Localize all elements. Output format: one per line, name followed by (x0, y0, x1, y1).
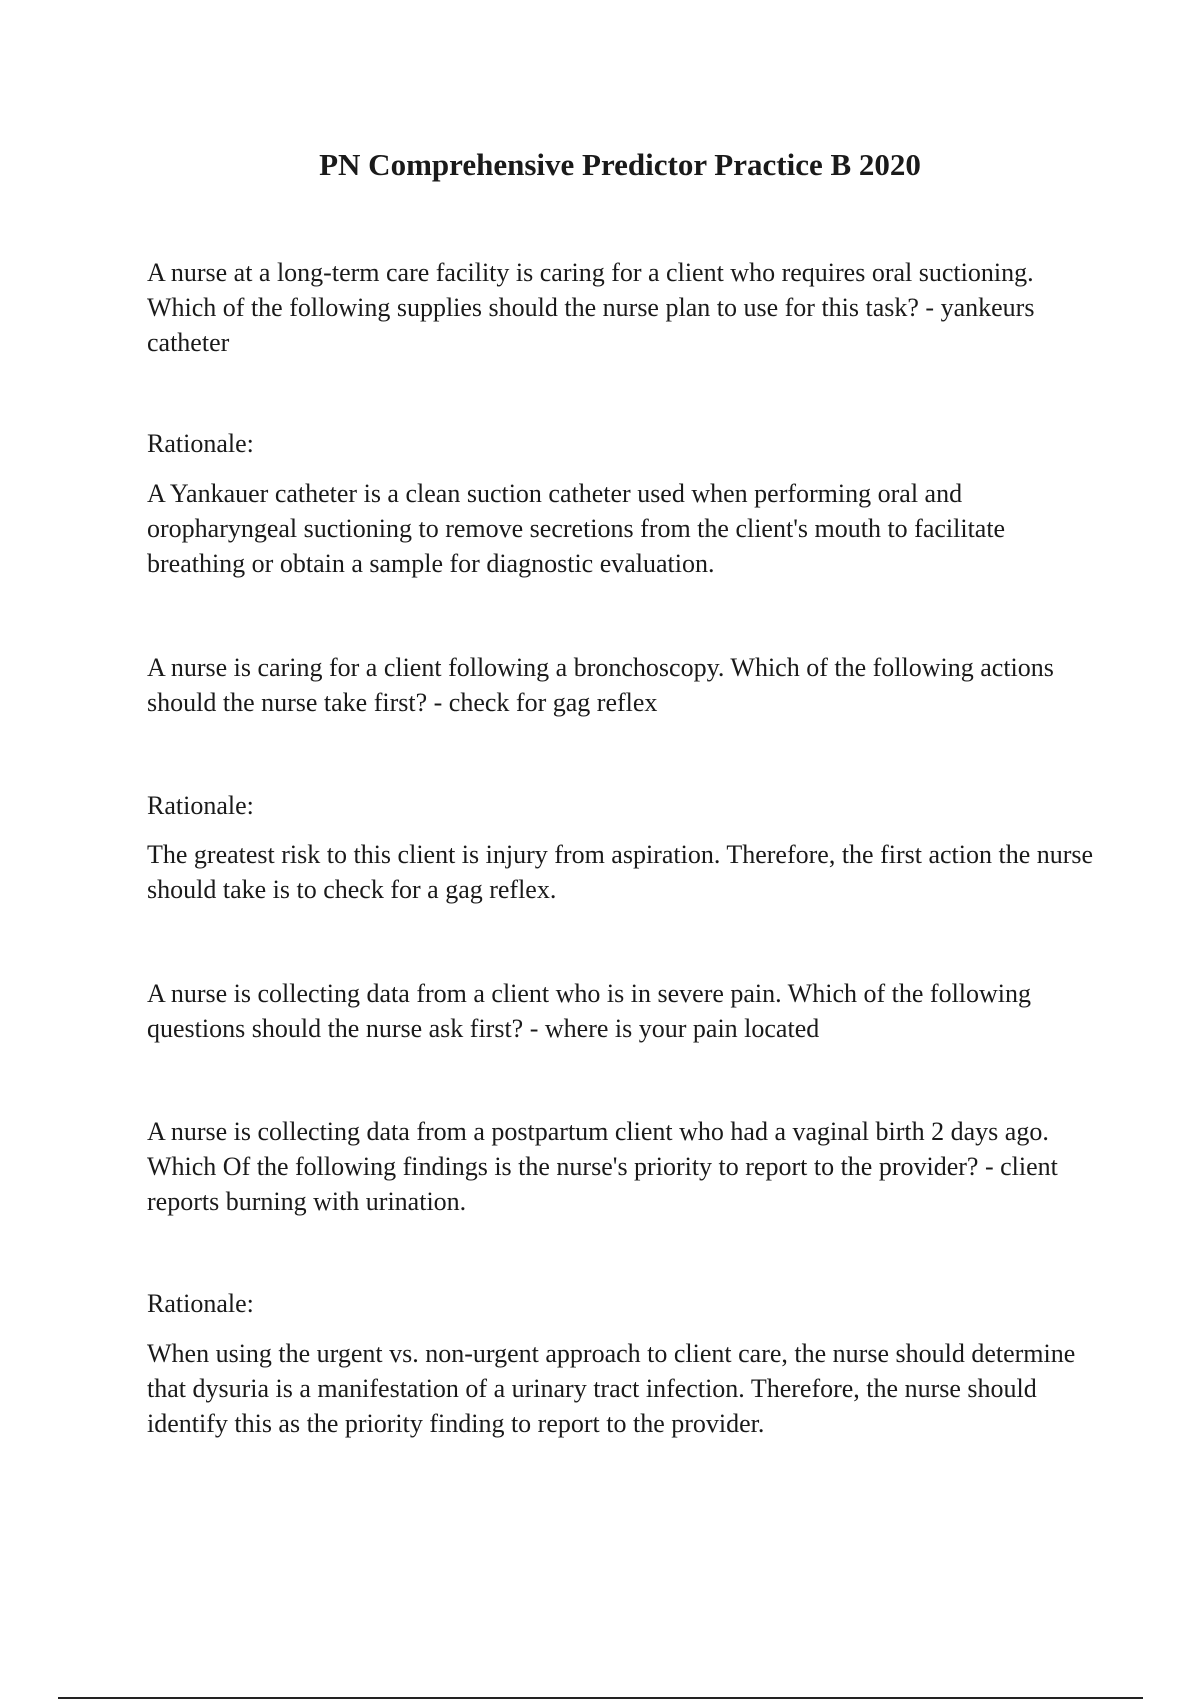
question-3: A nurse is collecting data from a client who is in severe pain. Which of the following questions should the nurse ask first? - where is your pain located (147, 979, 1032, 1043)
page-title: PN Comprehensive Predictor Practice B 2020 (319, 147, 921, 182)
rationale-label-4: Rationale: (147, 1289, 254, 1318)
rationale-label-1: Rationale: (147, 429, 254, 458)
rationale-1: A Yankauer catheter is a clean suction catheter used when performing oral and oropharyngeal suctioning to remove secretions from the client's mouth to facilitate breathing or obtain a sample for diagnostic evaluation. (147, 479, 1006, 578)
rationale-2: The greatest risk to this client is injury from aspiration. Therefore, the first action the nurse should take is to check for a gag reflex. (147, 840, 1094, 904)
question-4: A nurse is collecting data from a postpartum client who had a vaginal birth 2 days ago. Which Of the following findings is the nurse's priority to report to the provider? - client reports burning with urination. (147, 1117, 1058, 1216)
question-1: A nurse at a long-term care facility is caring for a client who requires oral suctioning. Which of the following supplies should the nurse plan to use for this task? - yankeurs catheter (147, 258, 1035, 357)
question-2: A nurse is caring for a client following a bronchoscopy. Which of the following actions should the nurse take first? - check for gag reflex (147, 653, 1054, 717)
rationale-label-2: Rationale: (147, 791, 254, 820)
rationale-4: When using the urgent vs. non-urgent approach to client care, the nurse should determine that dysuria is a manifestation of a urinary tract infection. Therefore, the nurse should identify this as the priority finding to report to the provider. (147, 1339, 1076, 1438)
page-bottom-rule (58, 1697, 1143, 1699)
